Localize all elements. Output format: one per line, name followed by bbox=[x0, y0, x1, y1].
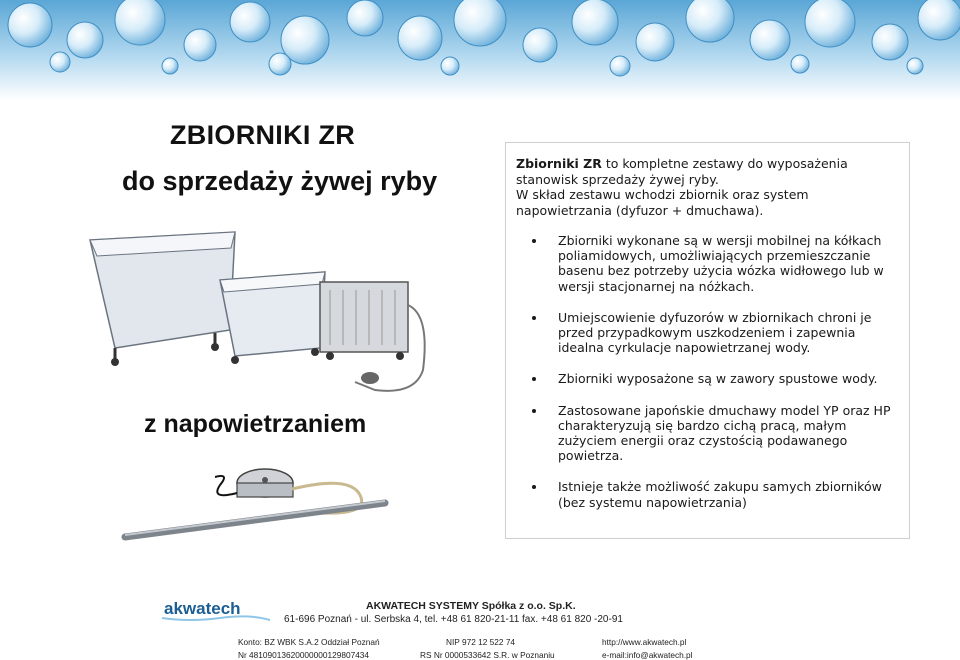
blower-diffuser-illustration bbox=[120, 455, 400, 545]
tanks-illustration bbox=[85, 220, 435, 410]
bullet-icon bbox=[532, 239, 536, 243]
bank-account: Nr 48109013620000000129807434 bbox=[238, 650, 370, 660]
list-item: Zbiorniki wykonane są w wersji mobilnej na kółkach poliamidowych, umożliwiających przemieszczanie basenu bez potrzeby użycia wózka widłowego lub w wersji stacjonarnej na nóżkach. bbox=[528, 233, 898, 294]
water-bubbles-banner bbox=[0, 0, 960, 100]
intro-text bbox=[516, 156, 909, 218]
bank-name: Konto: BZ WBK S.A.2 Oddział Poznań bbox=[238, 637, 380, 647]
bullet-icon bbox=[532, 377, 536, 381]
bullet-icon bbox=[532, 316, 536, 320]
list-item: Zbiorniki wyposażone są w zawory spustowe wody. bbox=[528, 371, 898, 386]
logo-text: akwatech bbox=[164, 599, 241, 618]
page-subtitle: do sprzedaży żywej ryby bbox=[122, 166, 438, 196]
website-link[interactable]: http://www.akwatech.pl bbox=[602, 637, 687, 647]
krs-number: RS Nr 0000533642 S.R. w Poznaniu bbox=[420, 650, 555, 660]
medium-tank-image bbox=[220, 272, 325, 364]
akwatech-logo bbox=[160, 596, 272, 624]
email-link[interactable]: e-mail:info@akwatech.pl bbox=[602, 650, 693, 660]
intro-line-2: W skład zestawu wchodzi zbiornik oraz system bbox=[516, 187, 809, 202]
intro-line-3: napowietrzania (dyfuzor + dmuchawa). bbox=[516, 202, 764, 218]
list-item: Umiejscowienie dyfuzorów w zbiornikach chroni je przed przypadkowym uszkodzeniem i zapewnia idealna cyrkulacje napowietrzanej wody. bbox=[528, 310, 898, 356]
feature-heading: z napowietrzaniem bbox=[144, 410, 367, 438]
intro-bold: Zbiorniki ZR bbox=[516, 156, 602, 171]
intro-rest: to kompletne zestawy do wyposażenia stanowisk sprzedaży żywej ryby. bbox=[516, 156, 848, 187]
large-tank-image bbox=[90, 232, 235, 366]
crate-tank-image bbox=[320, 282, 425, 391]
company-name: AKWATECH SYSTEMY Spółka z o.o. Sp.K. bbox=[366, 600, 576, 612]
diffuser-tube-image bbox=[125, 501, 385, 537]
blower-image bbox=[215, 469, 293, 497]
feature-list bbox=[528, 233, 898, 526]
bullet-icon bbox=[532, 485, 536, 489]
nip-number: NIP 972 12 522 74 bbox=[446, 637, 516, 647]
description-panel bbox=[505, 142, 910, 539]
page-title: ZBIORNIKI ZR bbox=[170, 120, 356, 150]
bullet-icon bbox=[532, 409, 536, 413]
company-address: 61-696 Poznań - ul. Serbska 4, tel. +48 61 820-21-11 fax. +48 61 820 -20-91 bbox=[284, 614, 623, 625]
list-item: Istnieje także możliwość zakupu samych zbiorników (bez systemu napowietrzania) bbox=[528, 479, 898, 509]
list-item: Zastosowane japońskie dmuchawy model YP oraz HP charakteryzują się bardzo cichą pracą, małym zużyciem energii oraz czystością podawanego powietrza. bbox=[528, 403, 898, 464]
